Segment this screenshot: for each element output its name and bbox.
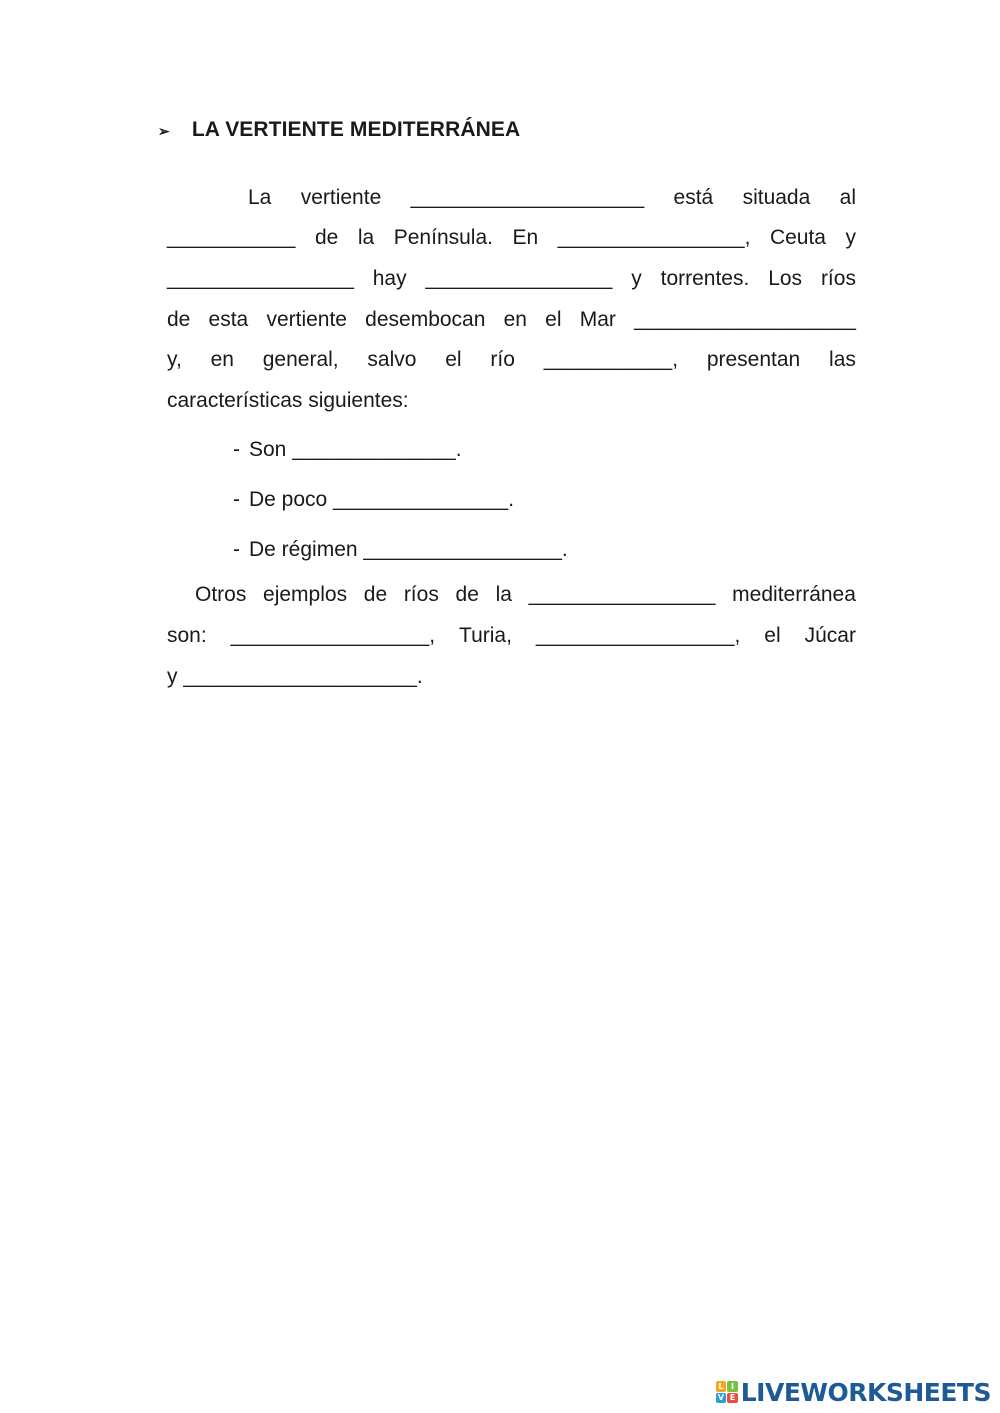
blank-field[interactable]: ____________________ bbox=[410, 186, 645, 209]
logo-mark-square: L bbox=[716, 1381, 727, 1392]
blank-field[interactable]: ___________, bbox=[543, 348, 679, 371]
word: Los bbox=[768, 267, 803, 290]
logo-mark-icon bbox=[716, 1381, 738, 1403]
word: la bbox=[495, 583, 512, 606]
word: Mar bbox=[579, 308, 616, 331]
blank-field[interactable]: ___________________ bbox=[634, 308, 856, 331]
word: de bbox=[455, 583, 479, 606]
word: La bbox=[248, 186, 272, 209]
word: mediterránea bbox=[732, 583, 856, 606]
word: general, bbox=[262, 348, 339, 371]
paragraph1-line5 bbox=[167, 346, 856, 374]
word: torrentes. bbox=[660, 267, 750, 290]
word: el bbox=[764, 624, 781, 647]
word: está bbox=[673, 186, 714, 209]
section-heading bbox=[158, 118, 520, 142]
word: al bbox=[839, 186, 856, 209]
heading-title: LA VERTIENTE MEDITERRÁNEA bbox=[191, 118, 521, 141]
paragraph2-line2 bbox=[167, 622, 856, 650]
blank-field[interactable]: ________________ bbox=[425, 267, 613, 290]
dash-bullet: - bbox=[233, 488, 240, 511]
logo-mark-square: I bbox=[727, 1381, 738, 1392]
word: ejemplos bbox=[263, 583, 348, 606]
word: hay bbox=[372, 267, 407, 290]
arrow-bullet-icon: ➢ bbox=[158, 122, 170, 139]
word: Otros bbox=[195, 583, 247, 606]
word: son: bbox=[167, 624, 207, 647]
word: esta bbox=[208, 308, 249, 331]
dash-bullet: - bbox=[233, 538, 240, 561]
word: situada bbox=[742, 186, 811, 209]
word: vertiente bbox=[300, 186, 382, 209]
list-item-text[interactable]: De poco _______________. bbox=[249, 488, 515, 511]
word: Ceuta bbox=[769, 226, 826, 249]
list-item-text[interactable]: Son ______________. bbox=[249, 438, 462, 461]
blank-field[interactable]: _________________, bbox=[535, 624, 741, 647]
liveworksheets-logo bbox=[716, 1377, 991, 1407]
list-item-text[interactable]: De régimen _________________. bbox=[249, 538, 568, 561]
word: en bbox=[503, 308, 527, 331]
word: vertiente bbox=[266, 308, 347, 331]
word: presentan bbox=[706, 348, 801, 371]
list-item bbox=[233, 536, 568, 564]
word: río bbox=[490, 348, 515, 371]
paragraph1-line4 bbox=[167, 306, 856, 334]
logo-mark-square: E bbox=[727, 1393, 738, 1404]
word: y, bbox=[167, 348, 182, 371]
word: las bbox=[829, 348, 856, 371]
word: de bbox=[363, 583, 388, 606]
paragraph1-line2 bbox=[167, 224, 856, 252]
word: la bbox=[357, 226, 375, 249]
dash-bullet: - bbox=[233, 438, 240, 461]
blank-field[interactable]: ________________ bbox=[167, 267, 354, 290]
word: el bbox=[445, 348, 462, 371]
logo-text: LIVEWORKSHEETS bbox=[740, 1377, 991, 1407]
blank-field[interactable]: _________________, bbox=[230, 624, 436, 647]
word: de bbox=[315, 226, 339, 249]
word: ríos bbox=[403, 583, 439, 606]
paragraph1-line1 bbox=[167, 184, 856, 212]
word: salvo bbox=[367, 348, 417, 371]
word: desembocan bbox=[365, 308, 486, 331]
blank-field[interactable]: ___________ bbox=[167, 226, 296, 249]
word: Turia, bbox=[459, 624, 512, 647]
list-item bbox=[233, 436, 462, 464]
word: y bbox=[845, 226, 856, 249]
word: y bbox=[631, 267, 642, 290]
paragraph2-line1 bbox=[167, 581, 856, 609]
logo-mark-square: V bbox=[716, 1393, 727, 1404]
word: de bbox=[167, 308, 191, 331]
paragraph2-line3[interactable]: y ____________________. bbox=[167, 665, 423, 688]
paragraph1-line3 bbox=[167, 265, 856, 293]
word: En bbox=[512, 226, 539, 249]
word: el bbox=[545, 308, 562, 331]
blank-field[interactable]: ________________, bbox=[557, 226, 751, 249]
word: Península. bbox=[393, 226, 493, 249]
list-item bbox=[233, 486, 514, 514]
word: Júcar bbox=[804, 624, 856, 647]
paragraph1-line6: características siguientes: bbox=[167, 389, 409, 412]
blank-field[interactable]: ________________ bbox=[528, 583, 716, 606]
word: en bbox=[210, 348, 234, 371]
word: ríos bbox=[820, 267, 856, 290]
